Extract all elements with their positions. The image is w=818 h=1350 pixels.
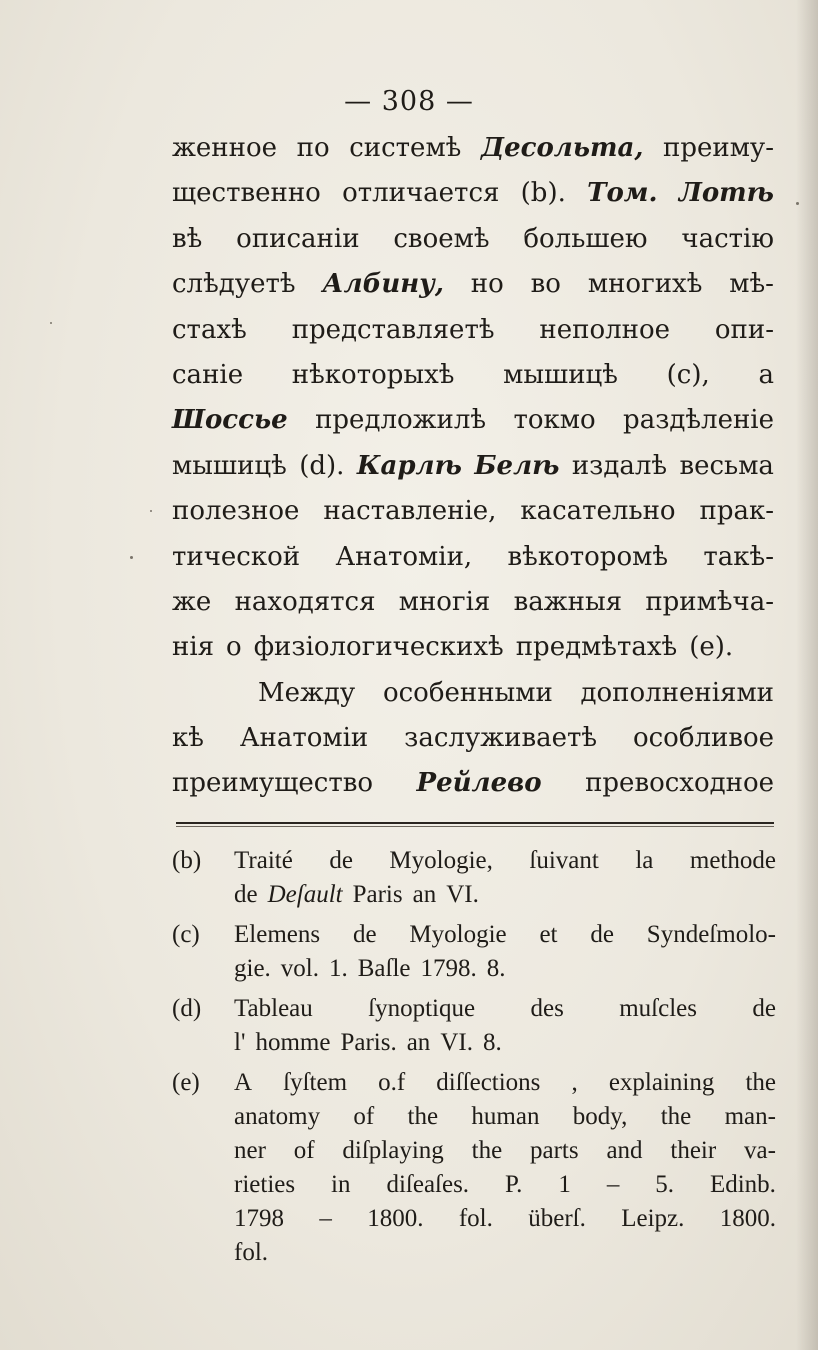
text-word: превосходное [585, 768, 774, 799]
footnote-word: 1. [329, 955, 348, 982]
footnote [172, 844, 776, 912]
text-word: прак- [699, 496, 774, 527]
text-word: дополненіями [580, 677, 774, 708]
footnote-word: an [412, 881, 437, 908]
footnote-word: the [745, 1069, 776, 1096]
footnote-word: 1798. [420, 955, 477, 982]
text-word: нія [172, 632, 215, 663]
footnote-word: the [407, 1103, 439, 1130]
text-word: особливое [632, 723, 774, 754]
footnote-word: in [331, 1171, 351, 1198]
footnote-word: 1800. [719, 1205, 776, 1232]
footnote-word: , [571, 1069, 578, 1096]
text-word: женное [172, 133, 278, 163]
footnote-line [234, 1066, 776, 1100]
text-word: многія [398, 586, 491, 617]
text-word: Десольта, [480, 133, 644, 163]
footnotes-block [172, 844, 776, 1276]
footnote [172, 1066, 776, 1270]
text-word: важныя [513, 586, 623, 617]
text-word: преимущество [172, 768, 374, 799]
footnote-marker: (d) [172, 995, 202, 1022]
text-line [172, 262, 774, 307]
footnote-word: diſplaying [342, 1137, 444, 1164]
text-word: Карлѣ [356, 450, 462, 481]
text-word: неполное [539, 314, 670, 345]
footnote-word: – [319, 1205, 332, 1232]
text-line [172, 761, 774, 806]
footnote-line [234, 1100, 776, 1134]
text-word: Анатоміи, [335, 541, 473, 572]
footnote-text [234, 1066, 776, 1270]
footnote-word: homme [255, 1029, 331, 1056]
text-word: примѣча- [645, 586, 774, 617]
text-line [172, 126, 774, 171]
text-word: мѣ- [729, 269, 774, 300]
footnote-word: va- [744, 1137, 776, 1164]
footnote-word: body, [572, 1103, 628, 1130]
footnote-word: ner [234, 1137, 266, 1164]
footnote-word: Myologie, [389, 847, 493, 874]
footnote [172, 918, 776, 986]
text-word: нѣкоторыхѣ [291, 359, 455, 390]
text-word: Между [258, 677, 356, 708]
text-line [172, 625, 774, 670]
footnote-word: rieties [234, 1171, 296, 1198]
text-word: вѣкоторомѣ [507, 541, 669, 572]
text-word: щественно [172, 178, 321, 209]
paper-speck [796, 202, 799, 205]
text-word: такѣ- [703, 541, 774, 572]
footnote-word: diſſections [436, 1069, 541, 1096]
footnote-word: 8. [482, 1029, 502, 1056]
footnote-word: Paris. [340, 1029, 397, 1056]
text-word: многихѣ [587, 269, 703, 300]
footnote-marker: (b) [172, 847, 202, 874]
text-line [172, 580, 774, 625]
footnote-word: Leipz. [621, 1205, 685, 1232]
text-word: во [530, 269, 561, 300]
footnote-separator [176, 822, 774, 824]
footnote-text [234, 844, 776, 912]
text-line [172, 444, 774, 489]
text-word: (b). [520, 178, 566, 209]
text-word: саніе [172, 359, 244, 390]
footnote-word: parts [530, 1137, 579, 1164]
text-word: Том. [587, 178, 658, 209]
text-word: но [470, 269, 504, 300]
footnote-word: vol. [280, 955, 319, 982]
footnote-word: an [406, 1029, 431, 1056]
text-word: кѣ [172, 723, 204, 754]
footnote-word: de [590, 921, 614, 948]
text-word: вѣ [172, 223, 203, 254]
footnote-word: Edinb. [709, 1171, 776, 1198]
footnote-line [234, 918, 776, 952]
footnote-word: the [471, 1137, 503, 1164]
text-line [172, 398, 774, 443]
text-word: опи- [714, 314, 774, 345]
footnote-word: des [530, 995, 564, 1022]
footnote-line [234, 844, 776, 878]
text-word: издалѣ [571, 450, 668, 481]
footnote-word: man- [724, 1103, 776, 1130]
text-word: заслуживаетѣ [404, 723, 598, 754]
footnote-word: Paris [352, 881, 403, 908]
text-word: Анатоміи [239, 723, 369, 754]
footnote-word: Deſault [267, 881, 343, 908]
paper-speck [130, 556, 133, 559]
footnote-word: A [234, 1069, 253, 1096]
text-word: Рейлево [416, 768, 542, 799]
text-word: же [172, 586, 212, 617]
footnote-word: Myologie [409, 921, 507, 948]
footnote-line [234, 1134, 776, 1168]
footnote-word: Syndeſmolo- [646, 921, 776, 948]
text-word: преиму- [663, 133, 774, 163]
text-word: раздѣленіе [623, 405, 774, 436]
text-word: физіологическихѣ [253, 632, 504, 663]
footnote-word: o.f [378, 1069, 406, 1096]
footnote-word: diſeaſes. [386, 1171, 470, 1198]
text-line [172, 171, 774, 216]
page-number: — 308 — [344, 86, 474, 117]
footnote-word: 1798 [234, 1205, 284, 1232]
text-line [172, 217, 774, 262]
footnote-word: ſynoptique [368, 995, 476, 1022]
footnote-word: la [635, 847, 654, 874]
footnote-word: Elemens [234, 921, 321, 948]
footnote-word: 5. [655, 1171, 675, 1198]
footnote-line [234, 1168, 776, 1202]
footnote [172, 992, 776, 1060]
text-word: а [758, 359, 774, 390]
footnote-line [234, 1026, 776, 1060]
footnote-word: fol. [458, 1205, 493, 1232]
text-word: наставленіе, [323, 496, 497, 527]
footnote-line [234, 878, 776, 912]
footnote-word: 8. [486, 955, 506, 982]
footnote-word: anatomy [234, 1103, 321, 1130]
text-word: Албину, [322, 269, 444, 300]
text-word: стахѣ [172, 314, 247, 345]
text-word: слѣдуетѣ [172, 269, 296, 300]
text-line [172, 353, 774, 398]
page-edge-shadow [796, 0, 818, 1350]
text-word: находятся [234, 586, 376, 617]
footnote-word: – [606, 1171, 620, 1198]
text-word: (d). [299, 450, 345, 481]
text-word: (c), [666, 359, 710, 390]
paper-speck [50, 322, 52, 324]
footnote-word: ſuivant [529, 847, 599, 874]
footnote-word: of [353, 1103, 375, 1130]
footnote-marker: (c) [172, 921, 200, 948]
footnote-word: Baſle [357, 955, 411, 982]
footnote-separator-thin [176, 826, 774, 827]
footnote-line [234, 1236, 776, 1270]
text-word: предложилѣ [315, 405, 487, 436]
text-word: особенными [382, 677, 553, 708]
footnote-word: 1 [558, 1171, 571, 1198]
footnote-word: their [670, 1137, 717, 1164]
footnote-line [234, 952, 776, 986]
footnote-marker: (e) [172, 1069, 200, 1096]
footnote-word: human [471, 1103, 540, 1130]
text-word: о [226, 632, 242, 663]
footnote-word: muſcles [619, 995, 697, 1022]
text-word: весьма [679, 450, 774, 481]
footnote-word: explaining [608, 1069, 715, 1096]
footnote-word: überſ. [528, 1205, 586, 1232]
text-word: мышицѣ [503, 359, 618, 390]
footnote-word: the [660, 1103, 692, 1130]
footnote-text [234, 992, 776, 1060]
footnote-word: of [293, 1137, 315, 1164]
text-word: описаніи [236, 223, 360, 254]
text-line [172, 308, 774, 353]
footnote-word: de [352, 921, 377, 948]
footnote-word: de [752, 995, 776, 1022]
text-word: большею [523, 223, 648, 254]
footnote-word: VI. [440, 1029, 473, 1056]
text-word: отличается [342, 178, 500, 209]
footnote-word: ſyſtem [283, 1069, 348, 1096]
text-line [172, 489, 774, 534]
text-line [172, 535, 774, 580]
footnote-word: l' [234, 1029, 246, 1056]
text-word: Лотѣ [678, 178, 774, 209]
footnote-word: Traité [234, 847, 293, 874]
footnote-word: de [234, 881, 258, 908]
text-word: по [296, 133, 330, 163]
footnote-word: gie. [234, 955, 271, 982]
text-word: мышицѣ [172, 450, 287, 481]
text-word: (e). [689, 632, 734, 663]
footnote-word: methode [689, 847, 776, 874]
text-word: токмо [513, 405, 596, 436]
footnote-word: 1800. [367, 1205, 424, 1232]
text-line [172, 671, 774, 716]
footnote-word: P. [505, 1171, 523, 1198]
main-text-block [172, 126, 774, 807]
text-word: своемѣ [393, 223, 490, 254]
footnote-word: de [329, 847, 353, 874]
footnote-word: VI. [446, 881, 479, 908]
text-word: касательно [520, 496, 676, 527]
text-word: представляетѣ [291, 314, 495, 345]
paper-speck [150, 510, 152, 512]
text-word: Белѣ [474, 450, 560, 481]
footnote-line [234, 992, 776, 1026]
text-line [172, 716, 774, 761]
footnote-word: Tableau [234, 995, 313, 1022]
text-word: предмѣтахѣ [515, 632, 678, 663]
footnote-line [234, 1202, 776, 1236]
footnote-text [234, 918, 776, 986]
text-word: частію [681, 223, 774, 254]
footnote-word: fol. [234, 1239, 269, 1266]
text-word: тической [172, 541, 301, 572]
footnote-word: and [606, 1137, 643, 1164]
text-word: системѣ [349, 133, 462, 163]
footnote-word: et [539, 921, 558, 948]
text-word: Шоссье [172, 405, 288, 436]
text-word: полезное [172, 496, 300, 527]
